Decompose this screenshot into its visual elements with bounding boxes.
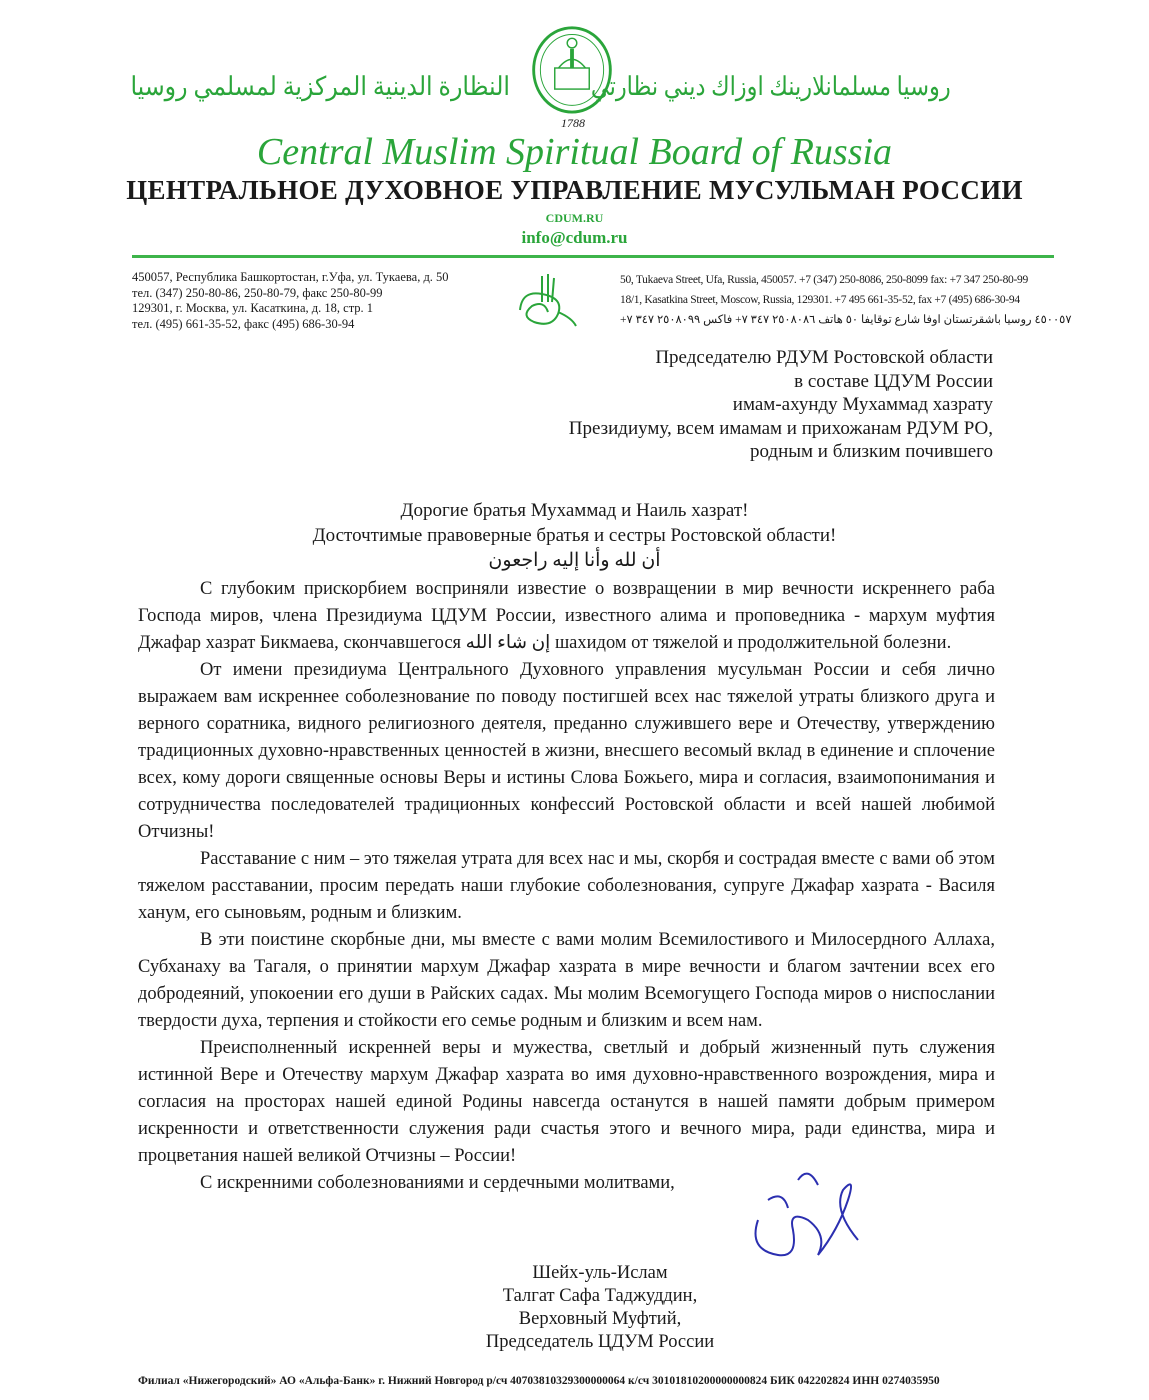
greeting-line: Дорогие братья Мухаммад и Наиль хазрат!	[400, 500, 749, 521]
address-line: тел. (347) 250-80-86, 250-80-79, факс 250-80-99	[132, 285, 383, 300]
arabic-header-left: النظارة الدينية المركزية لمسلمي روسيا	[130, 72, 510, 101]
bank-details-footer: Филиал «Нижегородский» АО «Альфа-Банк» г. Нижний Новгород р/сч 40703810329300000064 к/сч 30101810200000000824 БИК 042202824 ИНН 0274035950	[138, 1375, 940, 1387]
tatar-header-right: روسيا مسلمانلارينك اوزاك ديني نظارتي	[590, 72, 951, 101]
address-line: 450057, Республика Башкортостан, г.Уфа, ул. Тукаева, д. 50	[132, 270, 449, 284]
recipient-line: Председателю РДУМ Ростовской области	[655, 347, 993, 368]
paragraph-text: С глубоким прискорбием восприняли известие о возвращении в мир вечности искреннего раба Господа миров, члена Президиума ЦДУМ России, известного алима и проповедника - мархум муфтия Джафар хазрат Бикмаева, скончавшегося	[138, 579, 995, 653]
letter-body	[138, 576, 995, 1197]
greeting-line: Досточтимые правоверные братья и сестры Ростовской области!	[312, 525, 837, 546]
recipient-line: в составе ЦДУМ России	[794, 370, 993, 392]
founding-year: 1788	[561, 116, 585, 130]
recipient-line: имам-ахунду Мухаммад хазрату	[732, 394, 993, 415]
website-link[interactable]: CDUM.RU	[545, 211, 604, 225]
signer-title: Шейх-уль-Ислам	[532, 1263, 668, 1283]
recipients-block	[569, 346, 993, 464]
address-international	[620, 270, 1072, 330]
paragraph-text: шахидом от тяжелой и продолжительной болезни.	[550, 633, 952, 653]
address-line: 50, Tukaeva Street, Ufa, Russia, 450057. +7 (347) 250-8086, 250-8099 fax: +7 347 250-80-99	[620, 274, 1028, 286]
paragraph: Расставание с ним – это тяжелая утрата для всех нас и мы, скорбя и сострадая вместе с вами об этом тяжелом расставании, просим передать наши глубокие соболезнования, супруге Джафар хазрата - Василя ханум, его сыновьям, родным и близким.	[138, 849, 995, 923]
address-line: тел. (495) 661-35-52, факс (495) 686-30-94	[132, 316, 355, 331]
tughra-seal-icon	[512, 272, 578, 332]
russian-title: ЦЕНТРАЛЬНОЕ ДУХОВНОЕ УПРАВЛЕНИЕ МУСУЛЬМАН РОССИИ	[126, 175, 1023, 205]
address-russian	[132, 270, 449, 332]
signer-position: Председатель ЦДУМ России	[485, 1332, 715, 1352]
address-line: 18/1, Kasatkina Street, Moscow, Russia, 129301. +7 495 661-35-52, fax +7 (495) 686-30-94	[620, 294, 1020, 306]
signature-block	[0, 1262, 1149, 1354]
handwritten-signature	[738, 1160, 888, 1270]
arabic-phrase: إن شاء الله	[465, 633, 551, 653]
recipient-line: родным и близким почившего	[749, 441, 993, 462]
address-line: 129301, г. Москва, ул. Касаткина, д. 18, стр. 1	[132, 301, 374, 315]
paragraph: В эти поистине скорбные дни, мы вместе с вами молим Всемилостивого и Милосердного Аллаха, Субханаху ва Тагаля, о принятии мархум Джафар хазрата в мире вечности и благом зачтении всех его добродеяний, упокоении его души в Райских садах. Мы молим Всемогущего Господа миров о ниспослании твердости духа, терпения и стойкости его семье родным и близким и всем нам.	[138, 930, 995, 1031]
english-title: Central Muslim Spiritual Board of Russia	[256, 131, 893, 173]
paragraph	[138, 576, 995, 657]
signer-name: Талгат Сафа Таджуддин,	[502, 1286, 698, 1306]
recipient-line: Президиуму, всем имамам и прихожанам РДУМ РО,	[568, 417, 993, 439]
email-link[interactable]: info@cdum.ru	[521, 228, 628, 247]
address-line: ٤٥٠٠٥٧ روسيا باشقرتستان اوفا شارع توقايفا ٥٠ هاتف ٢٥٠٨٠٨٦ ٣٤٧ ٧+ فاكس ٢٥٠٨٠٩٩ ٣٤٧ ٧+	[620, 314, 1072, 326]
greeting-block	[0, 498, 1149, 573]
closing-line: С искренними соболезнованиями и сердечными молитвами,	[200, 1173, 675, 1193]
paragraph: От имени президиума Центрального Духовного управления мусульман России и себя лично выражаем вам искреннее соболезнование по поводу постигшей всех нас тяжелой утраты близкого друга и верного соратника, видного религиозного деятеля, преданно служившего вере и Отечеству, утверждению традиционных духовно-нравственных ценностей в жизни, внесшего весомый вклад в единение и сплочение всех, кому дороги священные основы Веры и истины Слова Божьего, мира и согласия, взаимопонимания и сотрудничества последователей традиционных конфессий Ростовской области и всей нашей любимой Отчизны!	[138, 660, 995, 842]
greeting-arabic: أن لله وأنا إليه راجعون	[488, 550, 661, 571]
header-divider	[132, 255, 1054, 258]
paragraph: Преисполненный искренней веры и мужества, светлый и добрый жизненный путь служения истинной Вере и Отечеству мархум Джафар хазрата во имя духовно-нравственного возрождения, мира и согласия на просторах нашей единой Родины навсегда останутся в нашей памяти добрым примером искренности и ответственности служения ради счастья этого и вечного мира, ради единства, мира и процветания нашей великой Отчизны – России!	[138, 1038, 995, 1166]
signer-position: Верховный Муфтий,	[518, 1309, 682, 1329]
